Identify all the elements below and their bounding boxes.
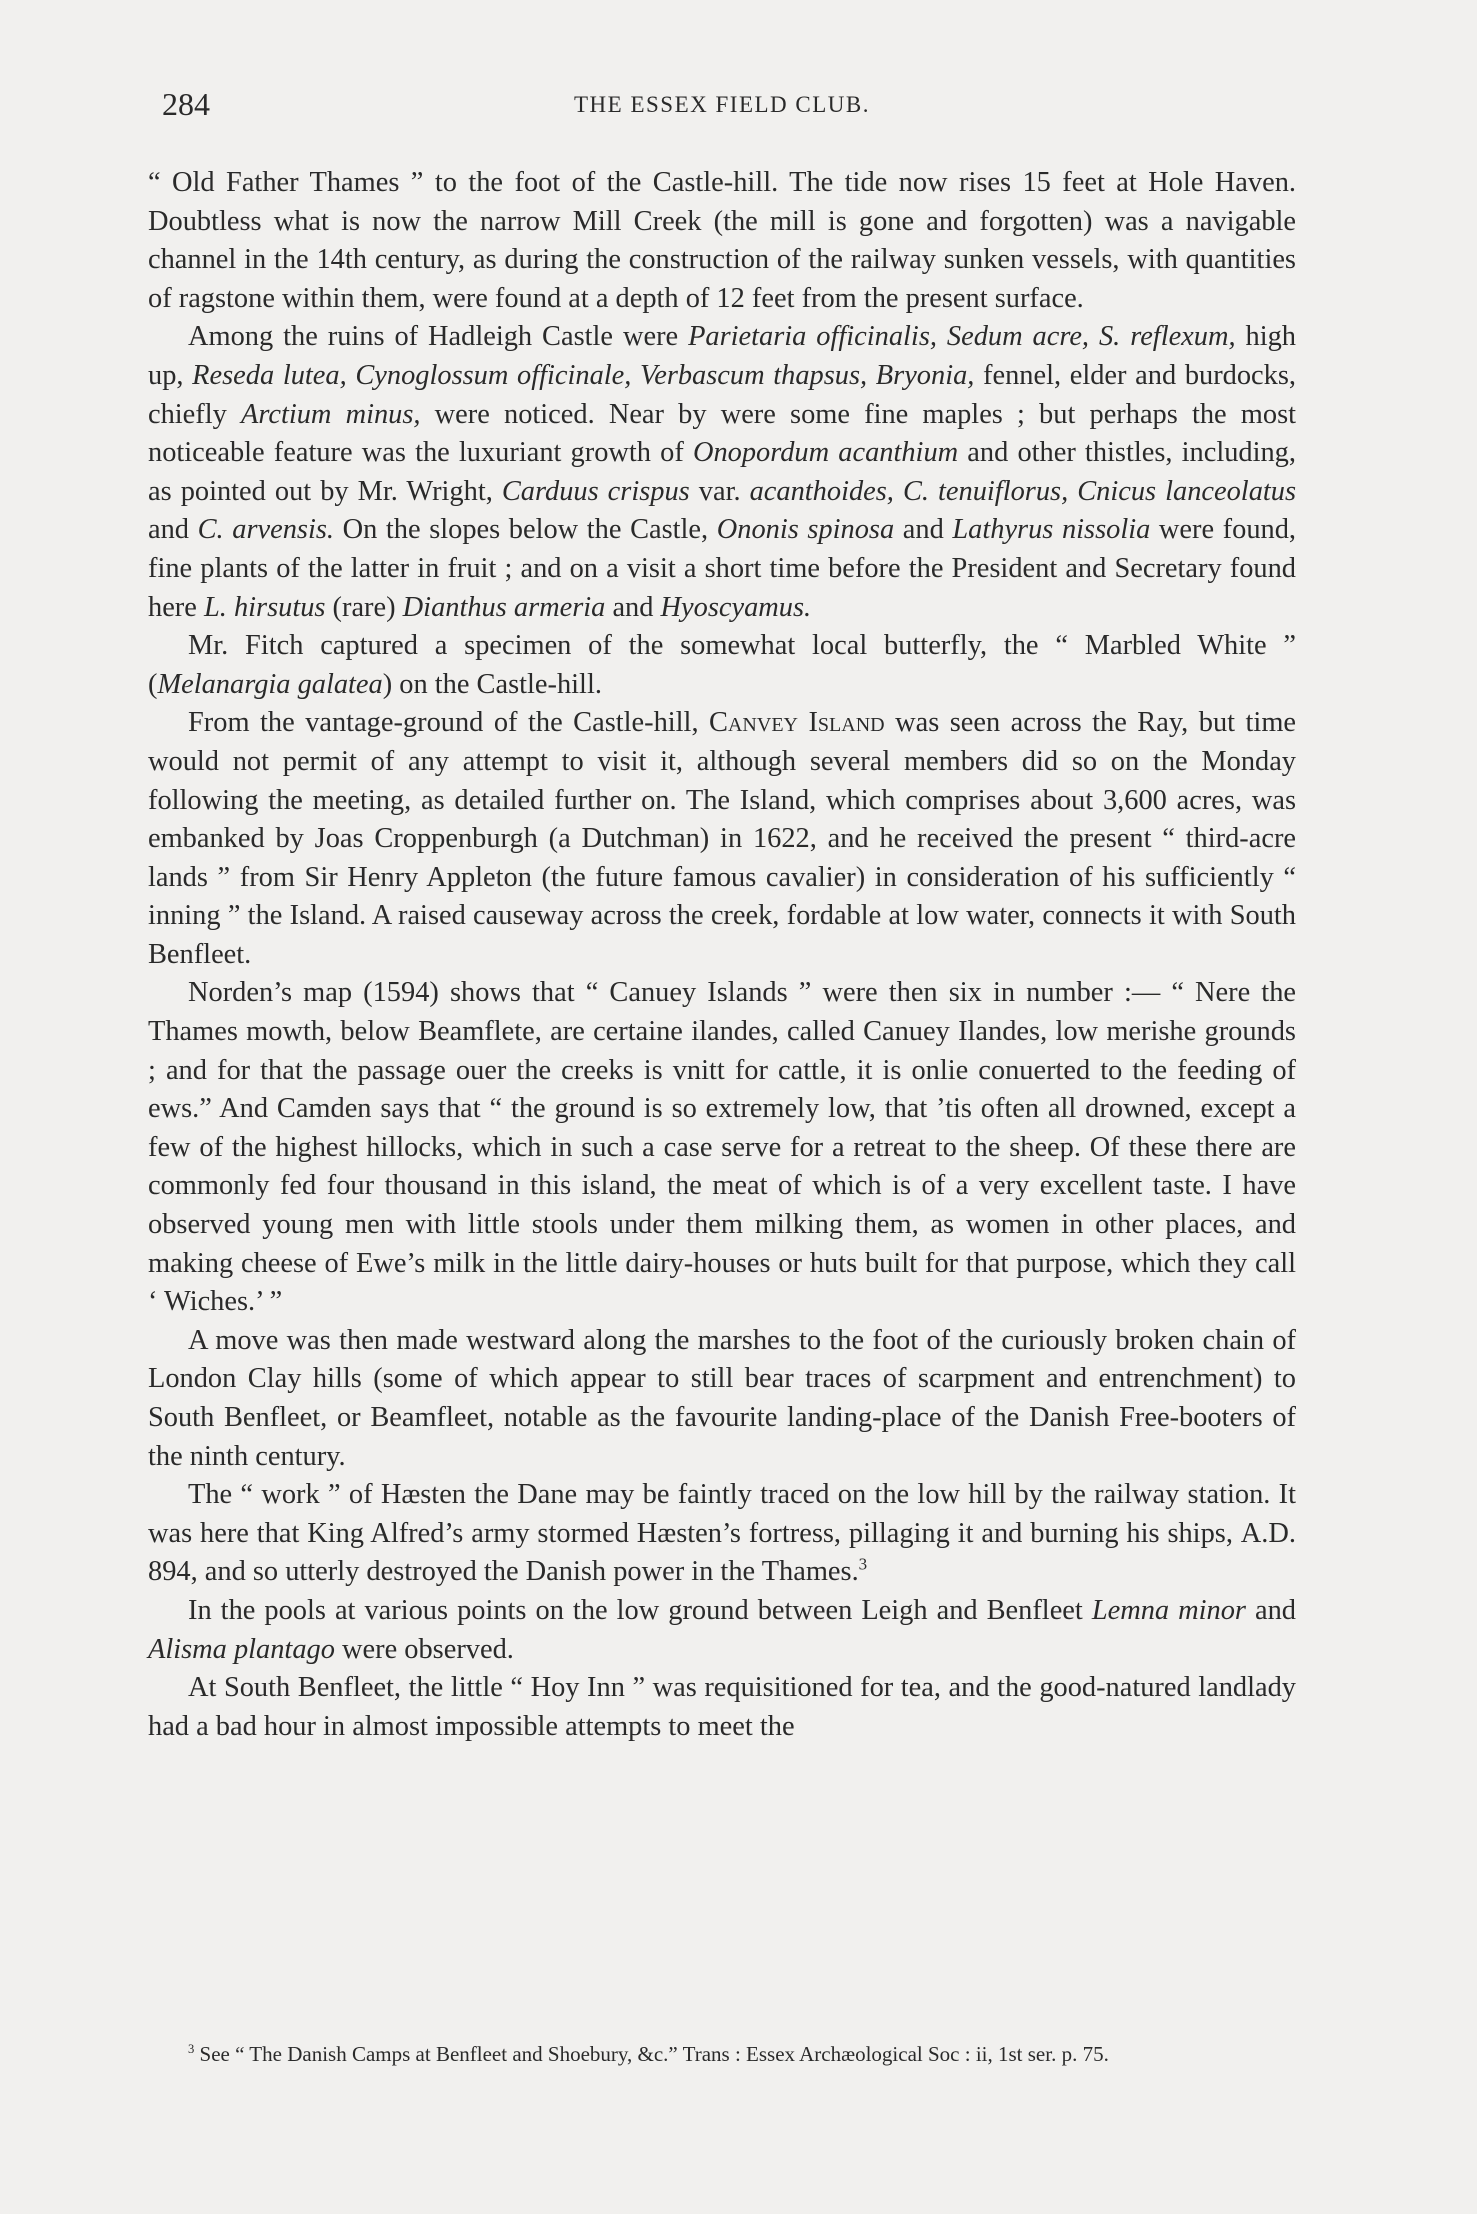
- text-run: The “ work ” of Hæsten the Dane may be faintly traced on the low hill by the railway station. It was here that King Alfred’s army stormed Hæsten’s fortress, pillaging it and burning his ships,: [148, 1479, 1296, 1549]
- page-header: [148, 86, 1296, 126]
- running-head: THE ESSEX FIELD CLUB.: [574, 92, 870, 117]
- paragraph-2: [148, 318, 1296, 627]
- text-run: In the pools at various points on the low ground between Leigh and Benfleet: [188, 1594, 1092, 1626]
- species-name: Lemna minor: [1091, 1594, 1246, 1626]
- footnote-marker: 3: [188, 2042, 195, 2056]
- text-run: were noticed. Near by were some fine maples ; but perhaps the most noticeable feature was the luxuriant growth of: [148, 398, 1297, 469]
- species-name: acanthoides, C. tenuiflorus, Cnicus lanceolatus: [749, 475, 1297, 507]
- species-name: Lathyrus nissolia: [952, 514, 1151, 546]
- text-run: and: [148, 514, 198, 546]
- species-name: Arctium minus,: [241, 398, 421, 430]
- footnote-body: See “ The Danish Camps at Benfleet and Shoebury, &c.” Trans : Essex Archæological Soc : ii, 1st ser. p. 75.: [194, 2042, 1109, 2066]
- paragraph-8: [148, 1592, 1296, 1669]
- era-abbreviation: A.D.: [1240, 1517, 1296, 1549]
- species-name: C. arvensis.: [197, 514, 334, 546]
- text-run: On the slopes below the Castle,: [333, 514, 717, 546]
- species-name: Dianthus armeria: [402, 591, 606, 623]
- text-run: and other thistles, including, as pointed out by Mr. Wright,: [148, 437, 1296, 507]
- species-name: Parietaria officinalis, Sedum acre, S. reflexum,: [688, 321, 1236, 353]
- text-run: were found, fine plants of the latter in fruit ; and on a visit a short time before the President and Secretary found here: [148, 514, 1297, 623]
- species-name: Onopordum acanthium: [692, 437, 959, 469]
- text-run: and: [1245, 1594, 1296, 1626]
- text-run: and: [894, 514, 953, 546]
- paragraph-6: A move was then made westward along the marshes to the foot of the curiously broken chain of London Clay hills (some of which appear to still bear traces of scarpment and entrenchment) to South Benfleet, or Beamfleet, notable as the favourite landing-place of the Danish Free-booters of the ninth century.: [148, 1324, 1296, 1472]
- text-run: were observed.: [334, 1633, 514, 1665]
- species-name: Hyoscyamus.: [660, 591, 812, 623]
- text-run: var.: [689, 475, 750, 507]
- paragraph-4: [148, 704, 1296, 974]
- species-name: L. hirsutus: [203, 591, 326, 623]
- footnote-reference: 3: [858, 1554, 868, 1574]
- text-run: fennel, elder and burdocks, chiefly: [148, 359, 1296, 430]
- text-run: Among the ruins of Hadleigh Castle were: [188, 321, 689, 353]
- body-text: [148, 164, 1296, 1746]
- text-run: (rare): [325, 591, 403, 623]
- paragraph-3: [148, 627, 1296, 704]
- text-run: 894, and so utterly destroyed the Danish power in the Thames.: [148, 1556, 859, 1588]
- species-name: Ononis spinosa: [716, 514, 895, 546]
- text-run: and: [605, 591, 661, 623]
- page-number: 284: [162, 86, 210, 122]
- species-name: Melanargia galatea: [157, 668, 383, 700]
- species-name: Carduus crispus: [501, 475, 690, 507]
- paragraph-9: At South Benfleet, the little “ Hoy Inn ” was requisitioned for tea, and the good-natured landlady had a bad hour in almost impossible attempts to meet the: [148, 1672, 1296, 1742]
- paragraph-1: “ Old Father Thames ” to the foot of the Castle-hill. The tide now rises 15 feet at Hole Haven. Doubtless what is now the narrow Mill Creek (the mill is gone and forgotten) was a navigable channel in the 14th century, as during the construction of the railway sunken vessels, with quantities of ragstone within them, were found at a depth of 12 feet from the present surface.: [148, 167, 1296, 314]
- paragraph-5: Norden’s map (1594) shows that “ Canuey Islands ” were then six in number :— “ Nere the Thames mowth, below Beamflete, are certaine ilandes, called Canuey Ilandes, low merishe grounds ; and for that the passage ouer the creeks is vnitt for cattle, it is onlie conuerted to the feeding of ews.” And Camden says that “ the ground is so extremely low, that ’tis often all drowned, except a few of the highest hillocks, which in such a case serve for a retreat to the sheep. Of these there are commonly fed four thousand in this island, the meat of which is of a very excellent taste. I have observed young men with little stools under them milking them, as women in other places, and making cheese of Ewe’s milk in the little dairy-houses or huts built for that purpose, which they call ‘ Wiches.’ ”: [148, 977, 1296, 1318]
- text-run: ) on the Castle-hill.: [382, 668, 602, 700]
- species-name: Reseda lutea, Cynoglossum officinale, Verbascum thapsus, Bryonia,: [192, 359, 975, 391]
- text-run: Mr. Fitch captured a specimen of the somewhat local butterfly, the “ Marbled White ” (: [148, 630, 1296, 700]
- text-run: high up,: [148, 321, 1296, 391]
- paragraph-7: [148, 1476, 1296, 1592]
- text-run: was seen across the Ray, but time would not permit of any attempt to visit it, although several members did so on the Monday following the meeting, as detailed further on. The Island, which comprises about 3,600 acres, was embanked by Joas Croppenburgh (a Dutchman) in 1622, and he received the present “ third-acre lands ” from Sir Henry Appleton (the future famous cavalier) in consideration of his sufficiently “ inning ” the Island. A raised causeway across the creek, fordable at low water, connects it with South Benfleet.: [148, 707, 1296, 970]
- place-name: Canvey Island: [709, 707, 885, 739]
- species-name: Alisma plantago: [148, 1633, 335, 1665]
- footnote-text: [148, 2040, 1296, 2068]
- footnote: [148, 2040, 1296, 2068]
- text-run: From the vantage-ground of the Castle-hill,: [188, 707, 710, 739]
